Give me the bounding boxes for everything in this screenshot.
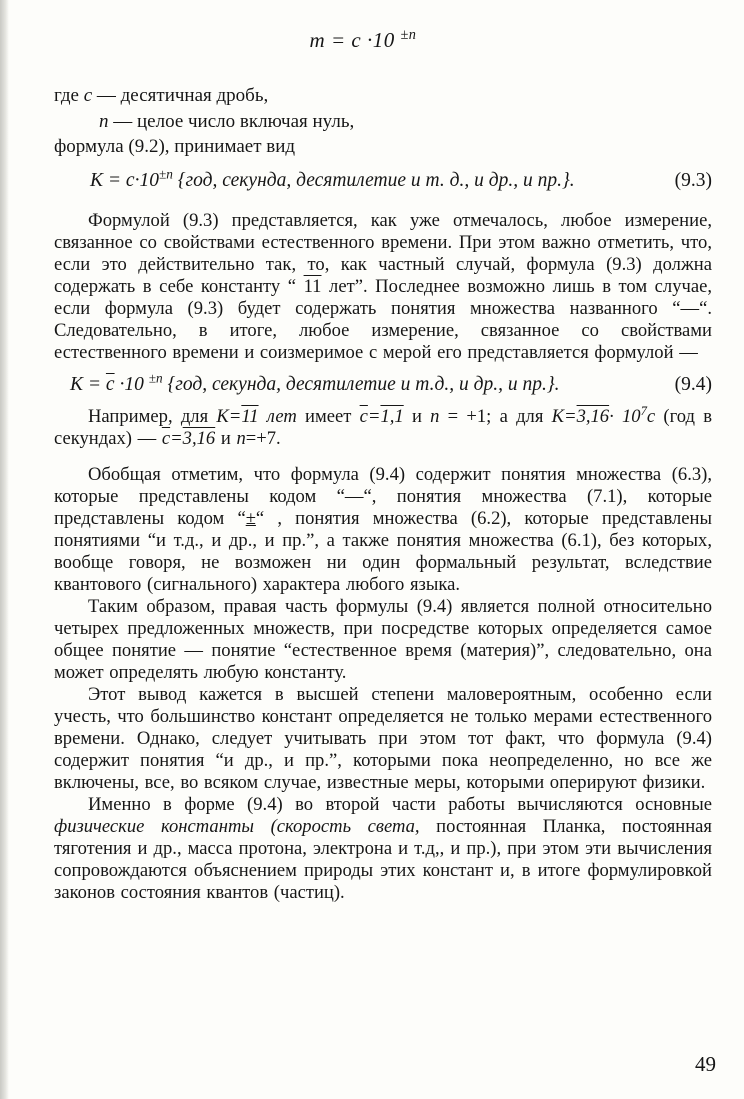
paragraph-constants-computation: Именно в форме (9.4) во второй части работы вычисляются основные физические константы (скорость света, постоянная Планка, постоянная тяготения и др., масса протона, электрона и т.д,, и пр.), при этом эти вычисления сопровождаются объяснением природы этих констант и, в итоге формулировкой законов состояния квантов (частиц). [54,793,712,903]
formula-9-4 [54,370,712,396]
paragraph-thus: Таким образом, правая часть формулы (9.4) является полной относительно четырех предложенных множеств, при посредстве которых определяется самое общее понятие — понятие “естественное время (материя)”, следовательно, она может определять любую константу. [54,595,712,683]
where-clause [54,83,712,160]
paragraph-example: Например, для K=11 лет имеет $\overline{c}=1,1$ и n = +1; а для $K=3,16\cdot 10^7c$ (год в секундах) — $\overline{c}=3,16$ и n=+7. [54,403,713,449]
where-line-c: где c — десятичная дробь, [54,85,269,106]
formula-9-4-tag: (9.4) [674,373,712,395]
page-number: 49 [695,1052,716,1076]
where-line-formula: формула (9.2), принимает вид [54,136,296,157]
paragraph-formula-93-discussion: Формулой (9.3) представляется, как уже отмечалось, любое измерение, связанное со свойствами естественного времени. При этом важно отметить, что, если это действительно так, то, как частный случай, формула (9.3) должна содержать в себе константу “ 11 лет”. Последнее возможно лишь в том случае, если формула (9.3) будет содержать понятия множества названного “—“. Следовательно, в итоге, любое измерение, связанное со свойствами естественного времени и соизмеримое с мерой его представляется формулой — [54,209,713,363]
formula-9-4-body: $K = \overline{c} \cdot 10$ $^{\pm n}$ {год, секунда, десятилетие и т.д., и др., и пр.}. [70,370,560,395]
formula-9-3-tag: (9.3) [674,169,712,191]
where-line-n: n — целое число включая нуль, [99,110,355,132]
formula-9-3 [54,166,712,192]
formula-9-3-body: $K = c\cdot 10^{\pm n}$ {год, секунда, десятилетие и т. д., и др., и пр.}. [90,166,575,191]
paragraph-conclusion-doubt: Этот вывод кажется в высшей степени маловероятным, особенно если учесть, что большинство констант определяется не только мерами естественного времени. Однако, следует учитывать при этом тот факт, что формула (9.4) содержит понятия “и др., и пр.”, которыми пока неопределенно, но все же включены, все, во всяком случае, известные меры, которыми оперируют физики. [54,683,712,793]
paragraph-generalization: Обобщая отметим, что формула (9.4) содержит понятия множества (6.3), которые представлены кодом “—“, понятия множества (7.1), которые представлены кодом “±“ , понятия множества (6.2), которые представлены понятиями “и т.д., и др., и пр.”, а также понятия множества (6.1), без которых, вообще говоря, не возможен ни один формальный результат, вследствие квантового (сигнального) характера любого языка. [54,463,712,595]
formula-m-equals-c10: m = c ·10 $^{\pm n}$ [309,27,417,52]
